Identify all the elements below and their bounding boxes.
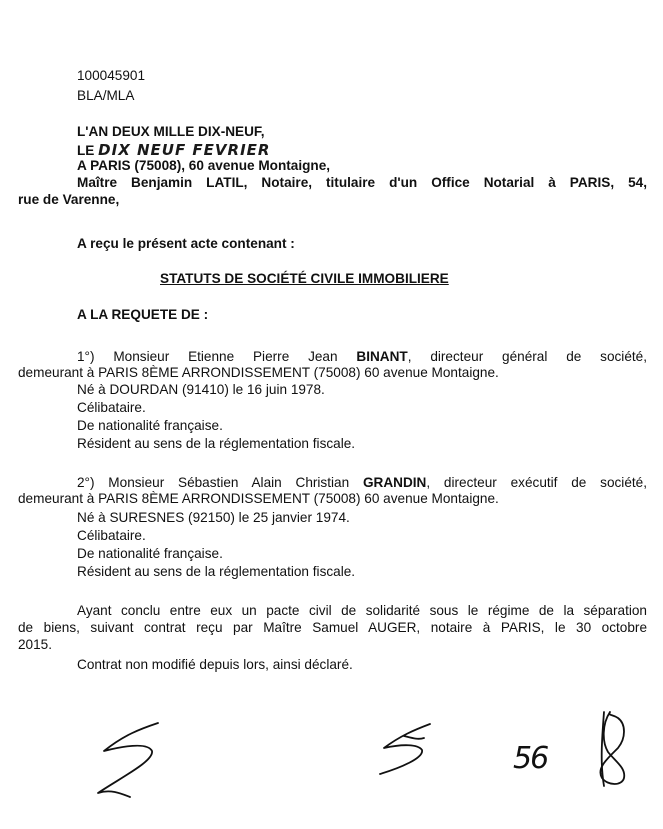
- year-line: L'AN DEUX MILLE DIX-NEUF,: [77, 124, 265, 139]
- place-line: A PARIS (75008), 60 avenue Montaigne,: [77, 158, 331, 173]
- party1-status: Célibataire.: [77, 400, 146, 415]
- document-title: STATUTS DE SOCIÉTÉ CIVILE IMMOBILIERE: [160, 271, 449, 286]
- party1-identity: [77, 349, 647, 365]
- reference-number: 100045901: [77, 68, 146, 83]
- party1-residence: Résident au sens de la réglementation fiscale.: [77, 436, 356, 451]
- party2-prefix: 2°) Monsieur Sébastien Alain Christian: [77, 475, 363, 490]
- initials-mark: 56: [513, 741, 548, 776]
- party1-prefix: 1°) Monsieur Etienne Pierre Jean: [77, 349, 357, 364]
- party2-birth: Né à SURESNES (92150) le 25 janvier 1974.: [77, 510, 350, 525]
- party2-surname: GRANDIN: [362, 475, 427, 490]
- signature-2: [368, 718, 443, 778]
- date-prefix: LE: [77, 143, 99, 158]
- date-handwritten: DIX NEUF FEVRIER: [98, 141, 271, 159]
- party2-address: demeurant à PARIS 8ÈME ARRONDISSEMENT (75008) 60 avenue Montaigne.: [18, 491, 499, 506]
- reference-initials: BLA/MLA: [77, 88, 135, 103]
- party1-suffix: , directeur général de société,: [407, 349, 647, 364]
- notary-line-1: Maître Benjamin LATIL, Notaire, titulaire d'un Office Notarial à PARIS, 54,: [77, 175, 647, 190]
- signature-1: [90, 715, 180, 810]
- party1-birth: Né à DOURDAN (91410) le 16 juin 1978.: [77, 382, 325, 397]
- pacs-line-3: 2015.: [18, 637, 53, 652]
- party2-residence: Résident au sens de la réglementation fiscale.: [77, 564, 356, 579]
- party2-status: Célibataire.: [77, 528, 146, 543]
- party2-nationality: De nationalité française.: [77, 546, 223, 561]
- party1-nationality: De nationalité française.: [77, 418, 223, 433]
- notary-line-2: rue de Varenne,: [18, 192, 120, 207]
- pacs-line-4: Contrat non modifié depuis lors, ainsi déclaré.: [77, 657, 353, 672]
- party2-identity: [77, 475, 647, 491]
- date-line: [77, 142, 270, 159]
- party1-address: demeurant à PARIS 8ÈME ARRONDISSEMENT (75008) 60 avenue Montaigne.: [18, 365, 499, 380]
- party1-surname: BINANT: [356, 349, 408, 364]
- initials-signature: [590, 708, 636, 790]
- requete-heading: A LA REQUETE DE :: [77, 307, 209, 322]
- party2-suffix: , directeur exécutif de société,: [426, 475, 647, 490]
- pacs-line-2: de biens, suivant contrat reçu par Maître Samuel AUGER, notaire à PARIS, le 30 octobre: [18, 620, 647, 635]
- pacs-line-1: Ayant conclu entre eux un pacte civil de solidarité sous le régime de la séparation: [77, 603, 647, 618]
- intro-text: A reçu le présent acte contenant :: [77, 236, 295, 251]
